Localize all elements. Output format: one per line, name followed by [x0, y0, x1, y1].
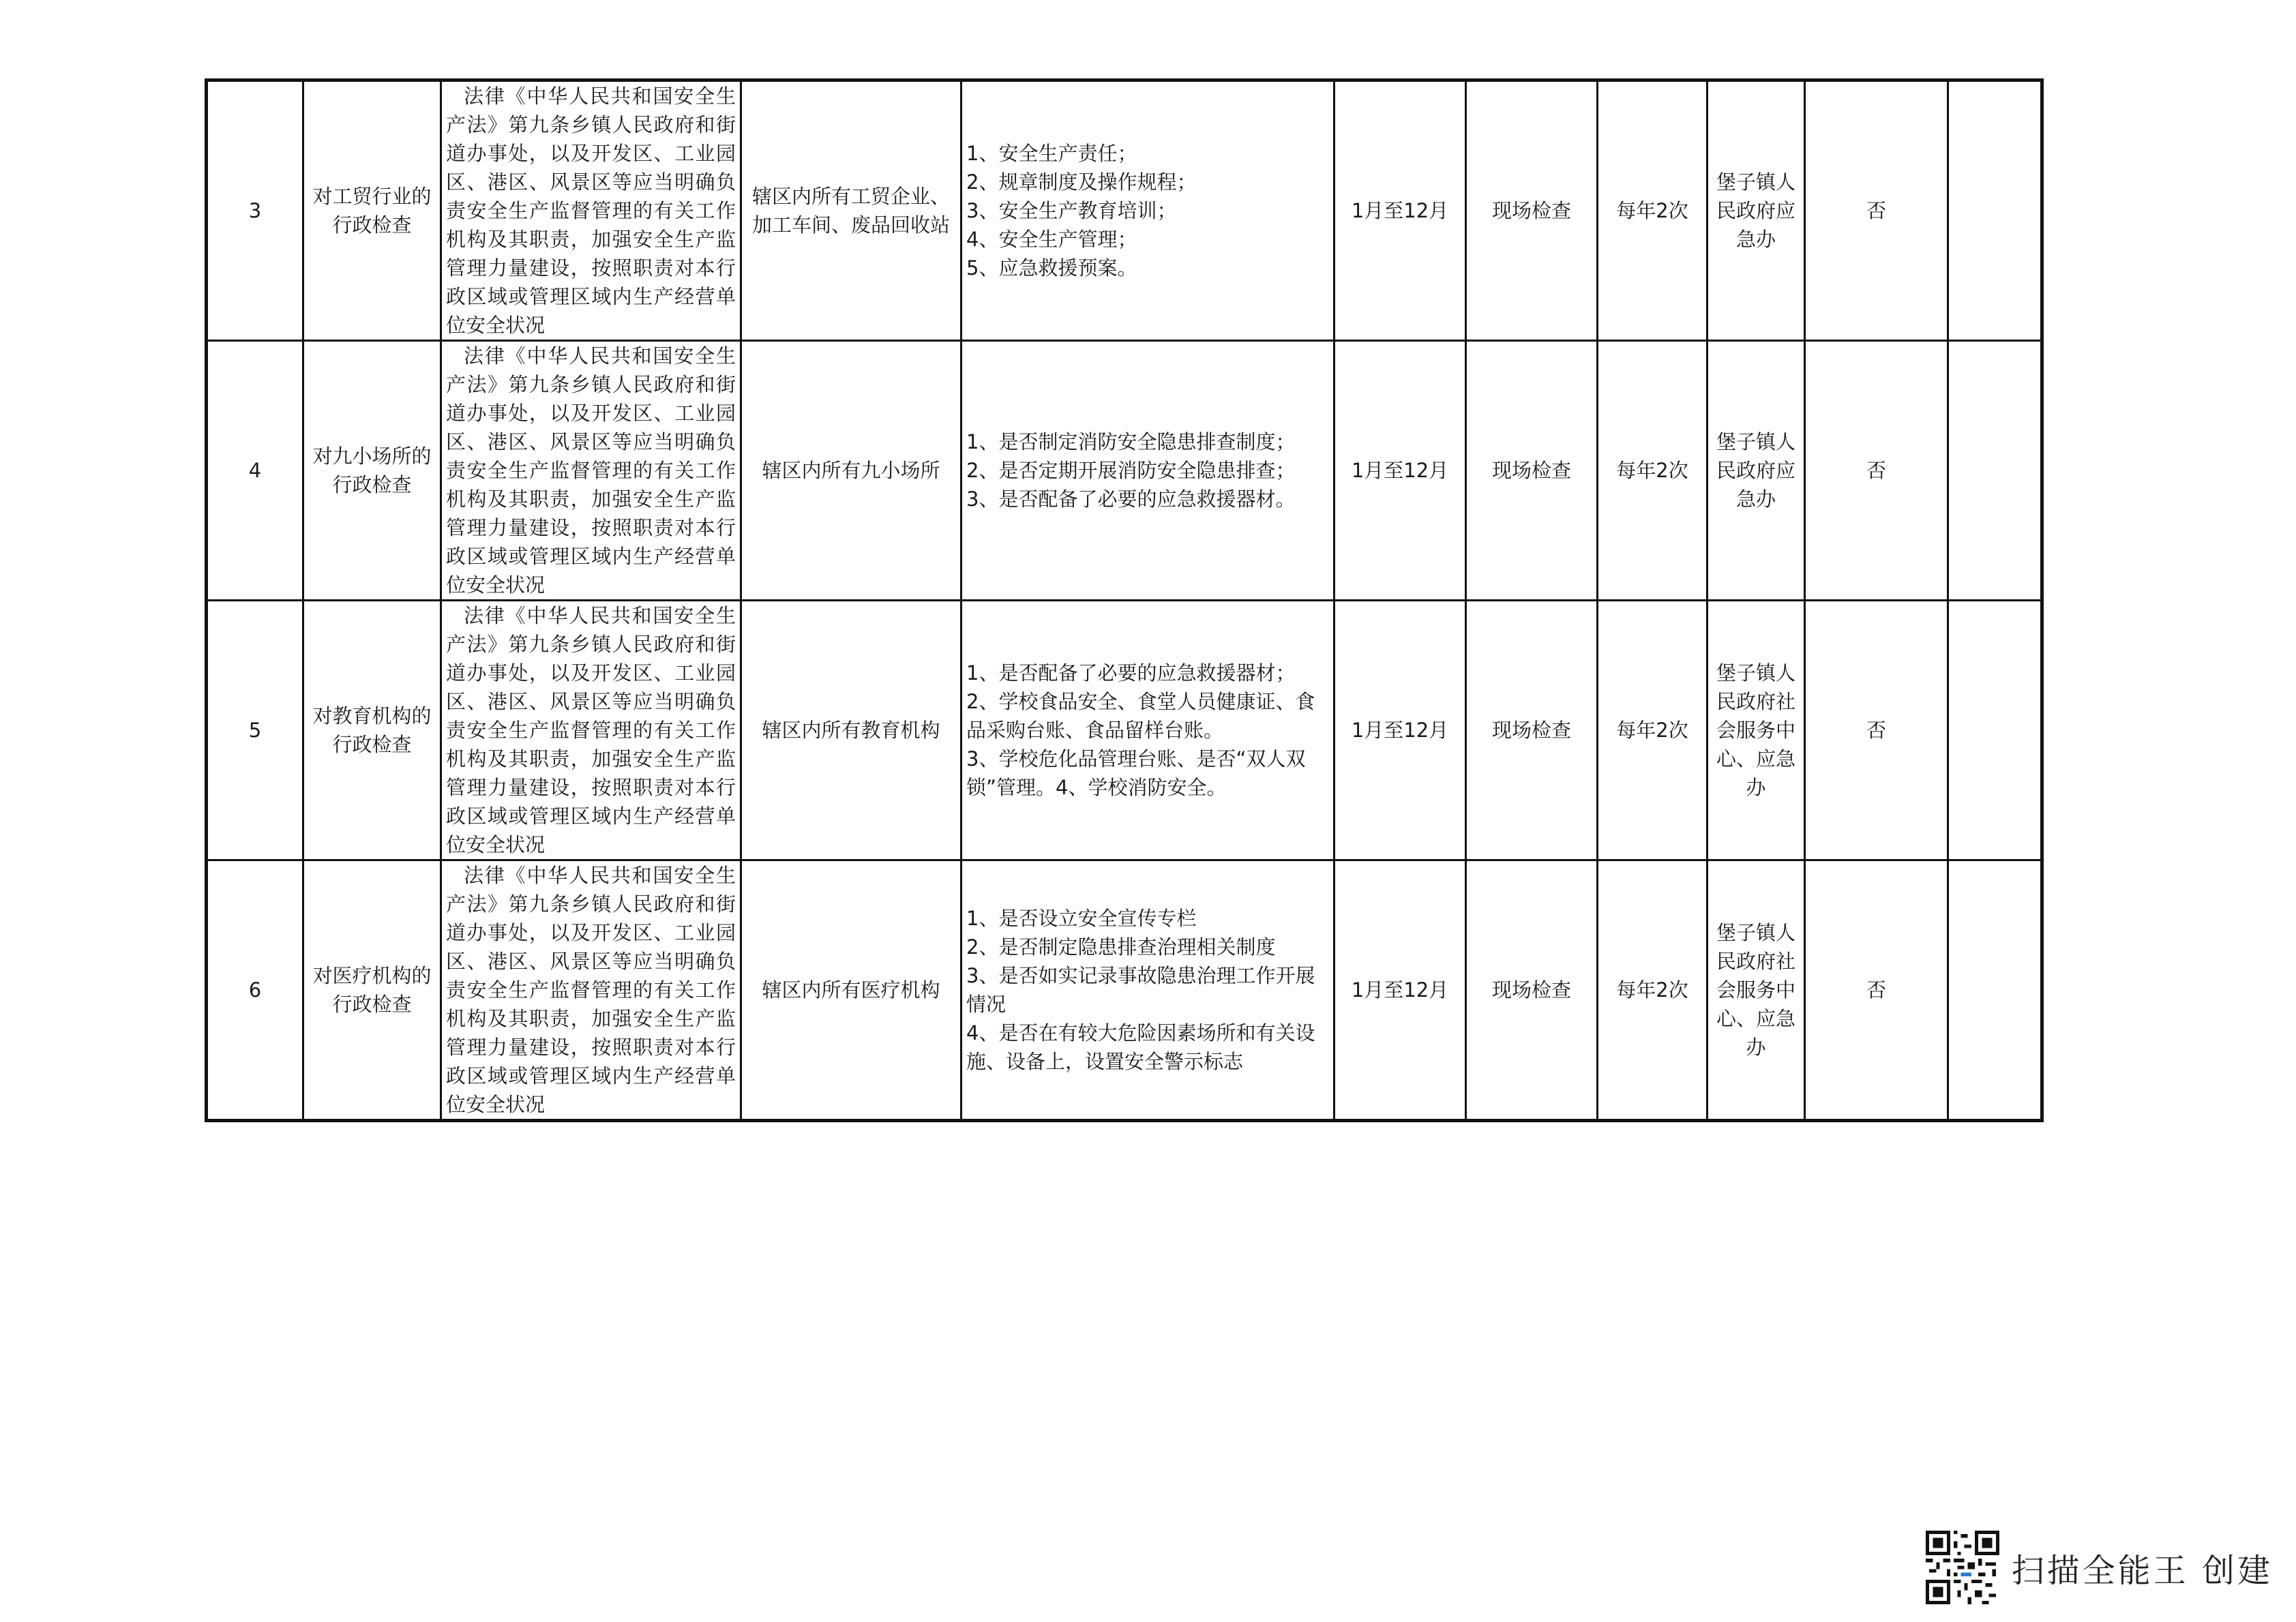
inspection-content-cell: [961, 80, 1335, 341]
inspection-frequency-cell: 每年2次: [1598, 341, 1708, 601]
table-row: [207, 860, 2042, 1121]
joint-inspection-cell: 否: [1805, 341, 1948, 601]
inspection-object-cell: 辖区内所有工贸企业、加工车间、废品回收站: [741, 80, 961, 341]
watermark-text: 扫描全能王 创建: [2011, 1551, 2273, 1590]
table-body: [207, 80, 2042, 1121]
inspection-item-cell: 对九小场所的行政检查: [303, 341, 441, 601]
content-line: 2、学校食品安全、食堂人员健康证、食品采购台账、食品留样台账。: [966, 690, 1315, 742]
inspection-item-cell: 对教育机构的行政检查: [303, 601, 441, 860]
content-line: 3、是否如实记录事故隐患治理工作开展情况: [966, 964, 1315, 1016]
inspection-item-cell: 对工贸行业的行政检查: [303, 80, 441, 341]
inspection-object-cell: 辖区内所有医疗机构: [741, 860, 961, 1121]
inspection-item-cell: 对医疗机构的行政检查: [303, 860, 441, 1121]
inspection-frequency-cell: 每年2次: [1598, 860, 1708, 1121]
scanner-watermark: [1926, 1531, 2273, 1604]
content-line: 4、是否在有较大危险因素场所和有关设施、设备上，设置安全警示标志: [966, 1021, 1315, 1073]
remark-cell: [1948, 80, 2042, 341]
inspection-table: [205, 78, 2044, 1122]
row-number-cell: 6: [207, 860, 303, 1121]
inspection-period-cell: 1月至12月: [1335, 601, 1466, 860]
inspection-period-cell: 1月至12月: [1335, 80, 1466, 341]
legal-basis-text: 生产法》第九条乡镇人民政府和街道办事处，以及开发区、工业园区、港区、风景区等应当明确负责安全生产监督管理的有关工作机构及其职责，加强安全生产监管理力量建设，按照职责对本行政区域或管理区域内生产经营单位安全状况: [446, 85, 736, 337]
content-line: 2、规章制度及操作规程；: [966, 170, 1197, 194]
qr-code-icon: [1926, 1531, 1999, 1604]
content-line: 3、是否配备了必要的应急救援器材。: [966, 487, 1296, 511]
legal-basis-text: 生产法》第九条乡镇人民政府和街道办事处，以及开发区、工业园区、港区、风景区等应当明确负责安全生产监督管理的有关工作机构及其职责，加强安全生产监管理力量建设，按照职责对本行政区域或管理区域内生产经营单位安全状况: [446, 344, 736, 597]
inspection-content-cell: [961, 601, 1335, 860]
inspection-object-cell: 辖区内所有教育机构: [741, 601, 961, 860]
legal-basis-first-line: 法律《中华人民共和国安全: [464, 604, 716, 627]
legal-basis-first-line: 法律《中华人民共和国安全: [464, 85, 716, 108]
legal-basis-cell: [441, 80, 741, 341]
inspection-frequency-cell: 每年2次: [1598, 601, 1708, 860]
legal-basis-first-line: 法律《中华人民共和国安全: [464, 344, 716, 367]
content-line: 1、安全生产责任；: [966, 142, 1137, 165]
responsible-dept-cell: 堡子镇人民政府应急办: [1708, 341, 1805, 601]
content-line: 4、安全生产管理；: [966, 228, 1137, 251]
content-line: 5、应急救援预案。: [966, 256, 1137, 280]
content-line: 2、是否制定隐患排查治理相关制度: [966, 935, 1276, 959]
inspection-method-cell: 现场检查: [1466, 80, 1598, 341]
remark-cell: [1948, 860, 2042, 1121]
content-line: 1、是否制定消防安全隐患排查制度；: [966, 430, 1296, 453]
responsible-dept-cell: 堡子镇人民政府社会服务中心、应急办: [1708, 860, 1805, 1121]
inspection-method-cell: 现场检查: [1466, 341, 1598, 601]
inspection-object-cell: 辖区内所有九小场所: [741, 341, 961, 601]
legal-basis-cell: [441, 860, 741, 1121]
legal-basis-cell: [441, 341, 741, 601]
row-number-cell: 4: [207, 341, 303, 601]
legal-basis-text: 生产法》第九条乡镇人民政府和街道办事处，以及开发区、工业园区、港区、风景区等应当明确负责安全生产监督管理的有关工作机构及其职责，加强安全生产监管理力量建设，按照职责对本行政区域或管理区域内生产经营单位安全状况: [446, 864, 736, 1116]
inspection-frequency-cell: 每年2次: [1598, 80, 1708, 341]
content-line: 3、学校危化品管理台账、是否“双人双锁”管理。4、学校消防安全。: [966, 747, 1306, 799]
inspection-period-cell: 1月至12月: [1335, 341, 1466, 601]
remark-cell: [1948, 341, 2042, 601]
content-line: 2、是否定期开展消防安全隐患排查；: [966, 459, 1296, 482]
legal-basis-text: 生产法》第九条乡镇人民政府和街道办事处，以及开发区、工业园区、港区、风景区等应当明确负责安全生产监督管理的有关工作机构及其职责，加强安全生产监管理力量建设，按照职责对本行政区域或管理区域内生产经营单位安全状况: [446, 604, 736, 856]
inspection-method-cell: 现场检查: [1466, 601, 1598, 860]
inspection-period-cell: 1月至12月: [1335, 860, 1466, 1121]
legal-basis-first-line: 法律《中华人民共和国安全: [464, 864, 716, 887]
remark-cell: [1948, 601, 2042, 860]
responsible-dept-cell: 堡子镇人民政府社会服务中心、应急办: [1708, 601, 1805, 860]
row-number-cell: 3: [207, 80, 303, 341]
table-row: [207, 80, 2042, 341]
legal-basis-cell: [441, 601, 741, 860]
inspection-content-cell: [961, 860, 1335, 1121]
table-row: [207, 601, 2042, 860]
content-line: 3、安全生产教育培训；: [966, 199, 1177, 222]
table-row: [207, 341, 2042, 601]
joint-inspection-cell: 否: [1805, 601, 1948, 860]
content-line: 1、是否设立安全宣传专栏: [966, 907, 1197, 930]
row-number-cell: 5: [207, 601, 303, 860]
content-line: 1、是否配备了必要的应急救援器材；: [966, 661, 1296, 685]
responsible-dept-cell: 堡子镇人民政府应急办: [1708, 80, 1805, 341]
joint-inspection-cell: 否: [1805, 860, 1948, 1121]
joint-inspection-cell: 否: [1805, 80, 1948, 341]
inspection-method-cell: 现场检查: [1466, 860, 1598, 1121]
inspection-content-cell: [961, 341, 1335, 601]
